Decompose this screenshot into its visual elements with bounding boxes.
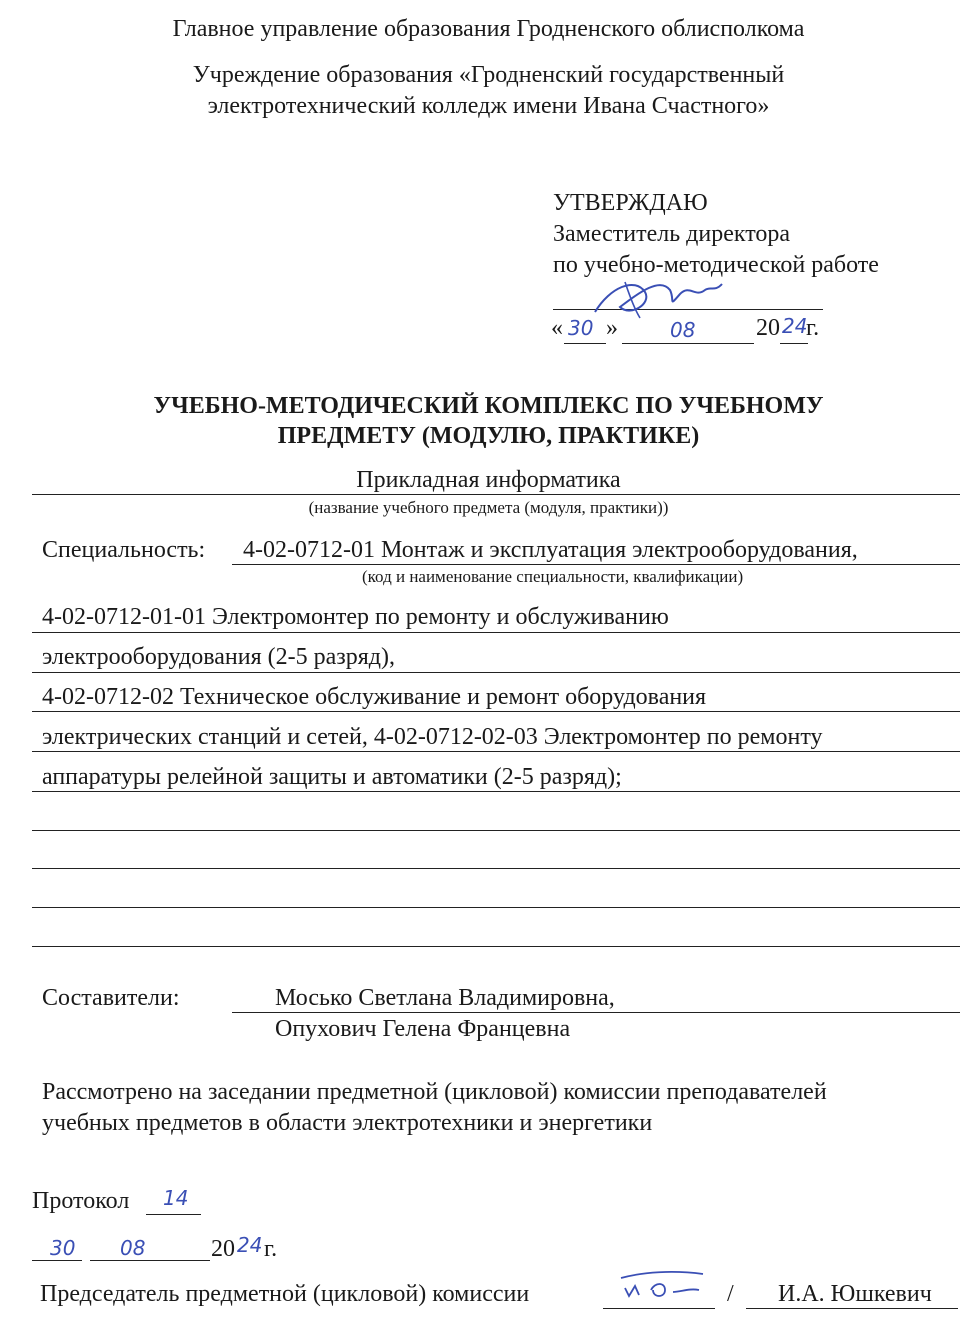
subject-name: Прикладная информатика: [356, 467, 621, 493]
institution-line-1: Учреждение образования «Гродненский государственный: [192, 62, 785, 88]
protocol-year-suffix: 24: [237, 1233, 263, 1257]
protocol-day: 30: [50, 1236, 76, 1260]
specialty-value-first: 4-02-0712-01 Монтаж и эксплуатация электрооборудования,: [243, 537, 858, 563]
specialty-label: Специальность:: [42, 537, 206, 563]
chair-signature-line: [603, 1308, 715, 1309]
chair-label: Председатель предметной (цикловой) комиссии: [40, 1281, 530, 1307]
approval-month: 08: [670, 318, 696, 342]
compiler-name-1: Мосько Светлана Владимировна,: [275, 985, 615, 1011]
specialty-rule-2: [32, 672, 960, 673]
review-line-2: учебных предметов в области электротехники и энергетики: [42, 1110, 653, 1136]
blank-rule-4: [32, 946, 960, 947]
document-title-line-1: УЧЕБНО-МЕТОДИЧЕСКИЙ КОМПЛЕКС ПО УЧЕБНОМУ: [153, 393, 824, 419]
specialty-line-2: электрооборудования (2-5 разряд),: [42, 644, 395, 670]
blank-rule-1: [32, 830, 960, 831]
institution-line-2: электротехнический колледж имени Ивана Счастного»: [207, 93, 770, 119]
chair-name-line: [746, 1308, 958, 1309]
compilers-label: Составители:: [42, 985, 180, 1011]
specialty-rule-5: [32, 791, 960, 792]
protocol-month: 08: [120, 1236, 146, 1260]
specialty-first-line: [232, 564, 960, 565]
blank-rule-2: [32, 868, 960, 869]
specialty-line-3: 4-02-0712-02 Техническое обслуживание и ремонт оборудования: [42, 684, 707, 710]
review-line-1: Рассмотрено на заседании предметной (цикловой) комиссии преподавателей: [42, 1079, 827, 1105]
chair-slash: /: [727, 1281, 734, 1307]
specialty-line-1: 4-02-0712-01-01 Электромонтер по ремонту и обслуживанию: [42, 604, 669, 630]
subject-caption: (название учебного предмета (модуля, практики)): [308, 498, 669, 517]
protocol-year-g: г.: [264, 1236, 278, 1262]
document-title-line-2: ПРЕДМЕТУ (МОДУЛЮ, ПРАКТИКЕ): [277, 423, 700, 449]
org-line: Главное управление образования Гродненского облисполкома: [172, 16, 805, 42]
protocol-day-line: [32, 1260, 82, 1261]
blank-rule-3: [32, 907, 960, 908]
approval-month-line: [622, 343, 754, 344]
protocol-year-prefix: 20: [211, 1236, 235, 1262]
compiler-name-2: Опухович Гелена Францевна: [275, 1016, 571, 1042]
approval-day: 30: [568, 316, 594, 340]
compilers-line: [232, 1012, 960, 1013]
chair-name: И.А. Юшкевич: [778, 1281, 932, 1307]
subject-line: [32, 494, 960, 495]
approval-title: УТВЕРЖДАЮ: [553, 190, 708, 216]
specialty-line-4: электрических станций и сетей, 4-02-0712-02-03 Электромонтер по ремонту: [42, 724, 823, 750]
approval-close-quote: »: [606, 315, 618, 341]
specialty-rule-1: [32, 632, 960, 633]
approval-position-line-2: по учебно-методической работе: [553, 252, 879, 278]
protocol-label: Протокол: [32, 1188, 130, 1214]
specialty-rule-3: [32, 711, 960, 712]
approval-day-line: [564, 343, 606, 344]
protocol-month-line: [90, 1260, 210, 1261]
specialty-rule-4: [32, 751, 960, 752]
approval-year-suffix: 24: [782, 314, 808, 338]
approval-year-g: г.: [806, 315, 820, 341]
approval-position-line-1: Заместитель директора: [553, 221, 791, 247]
specialty-line-5: аппаратуры релейной защиты и автоматики (2-5 разряд);: [42, 764, 622, 790]
specialty-caption: (код и наименование специальности, квалификации): [362, 567, 744, 586]
approval-year-prefix: 20: [756, 315, 780, 341]
approval-open-quote: «: [551, 315, 563, 341]
approval-year-line: [780, 343, 808, 344]
protocol-number: 14: [163, 1186, 189, 1210]
protocol-number-line: [146, 1214, 201, 1215]
chair-signature: [603, 1268, 713, 1304]
